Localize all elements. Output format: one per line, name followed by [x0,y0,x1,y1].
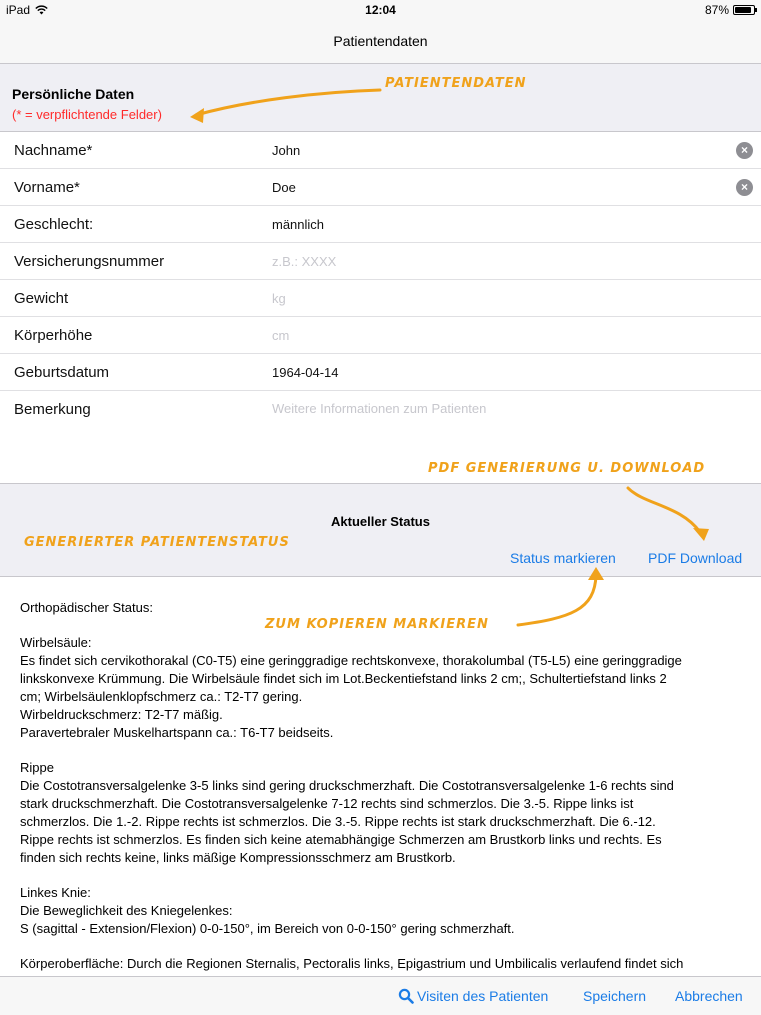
field-label: Gewicht [14,290,69,307]
text-line: Rippe rechts ist schmerzlos. Es finden sich keine atemabhängige Schmerzen am Brustkorb links und rechts. Es [20,832,662,847]
clear-icon[interactable]: × [736,179,753,196]
field-label: Nachname* [14,142,93,159]
weight-input[interactable]: kg [272,291,286,306]
text-line: linkskonvexe Krümmung. Die Wirbelsäule findet sich im Lot.Beckentiefstand links 2 cm;, Schultertiefstand links 2 [20,671,667,686]
battery-percent: 87% [704,3,729,17]
text-line: Wirbelsäule: [20,635,92,650]
text-line: Wirbeldruckschmerz: T2-T7 mäßig. [20,707,223,722]
text-line: cm; Wirbelsäulenklopfschmerz ca.: T2-T7 gering. [20,689,303,704]
text-line: stark druckschmerzhaft. Die Costotransversalgelenke 7-12 rechts sind schmerzlos. Die 3.-5. Rippe links ist [20,796,634,811]
arrowhead [190,108,204,123]
text-line: Paravertebraler Muskelhartspann ca.: T6-T7 beidseits. [20,725,334,740]
arrowhead [588,567,604,580]
text-line: Die Beweglichkeit des Kniegelenkes: [20,903,233,918]
page-title: Patientendaten [333,33,428,49]
field-label: Vorname* [14,179,80,196]
arrowhead [693,528,709,541]
field-label: Körperhöhe [14,327,93,344]
annotation-patientendaten: PATIENTENDATEN [385,76,527,91]
arrow-copy [518,575,596,625]
status-title: Aktueller Status [331,514,430,529]
height-input[interactable]: cm [272,328,290,343]
lastname-input[interactable]: John [272,143,301,158]
section-heading: Persönliche Daten [12,86,135,102]
clock: 12:04 [365,3,396,17]
device-name: iPad [6,3,31,17]
text-line: Körperoberfläche: Durch die Regionen Sternalis, Pectoralis links, Epigastrium und Umbilicalis verlaufend findet sich [20,956,684,971]
text-line: Linkes Knie: [20,885,91,900]
mark-status-button[interactable]: Status markieren [510,550,616,566]
save-label: Speichern [583,988,647,1004]
clear-icon[interactable]: × [736,142,753,159]
field-label: Versicherungsnummer [14,253,165,270]
text-line: schmerzlos. Die 1.-2. Rippe rechts ist schmerzlos. Die 3.-5. Rippe rechts ist stark druckschmerzhaft. Die 6.-12. [20,814,656,829]
field-label: Bemerkung [14,401,91,418]
pdf-download-button[interactable]: PDF Download [648,550,743,566]
text-line: S (sagittal - Extension/Flexion) 0-0-150°, im Bereich von 0-0-150° gering schmerzhaft. [20,921,515,936]
status-heading: Orthopädischer Status: [20,600,153,615]
birthdate-input[interactable]: 1964-04-14 [272,365,339,380]
field-label: Geschlecht: [14,216,94,233]
firstname-input[interactable]: Doe [272,180,296,195]
text-line: finden sich rechts keine, links mäßige Kompressionsschmerz am Brustkorb. [20,850,456,865]
text-line: Rippe [20,760,54,775]
text-line: Es findet sich cervikothorakal (C0-T5) eine geringgradige rechtskonvexe, thorakolumbal (T5-L5) eine geringgradige [20,653,682,668]
insurance-input[interactable]: z.B.: XXXX [272,254,337,269]
text-line: Die Costotransversalgelenke 3-5 links sind gering druckschmerzhaft. Die Costotransversalgelenke 1-6 rechts sind [20,778,674,793]
annotation-status: GENERIERTER PATIENTENSTATUS [24,535,290,550]
remark-textarea[interactable]: Weitere Informationen zum Patienten [272,401,487,416]
arrow-pdf [628,488,700,532]
required-note: (* = verpflichtende Felder) [12,107,162,122]
field-label: Geburtsdatum [14,364,110,381]
cancel-label: Abbrechen [675,988,743,1004]
arrow-patientendaten [196,90,380,115]
annotation-copy: ZUM KOPIEREN MARKIEREN [265,617,489,632]
visits-label: Visiten des Patienten [417,988,549,1004]
annotation-pdf: PDF GENERIERUNG U. DOWNLOAD [428,461,706,476]
gender-select[interactable]: männlich [272,217,325,232]
